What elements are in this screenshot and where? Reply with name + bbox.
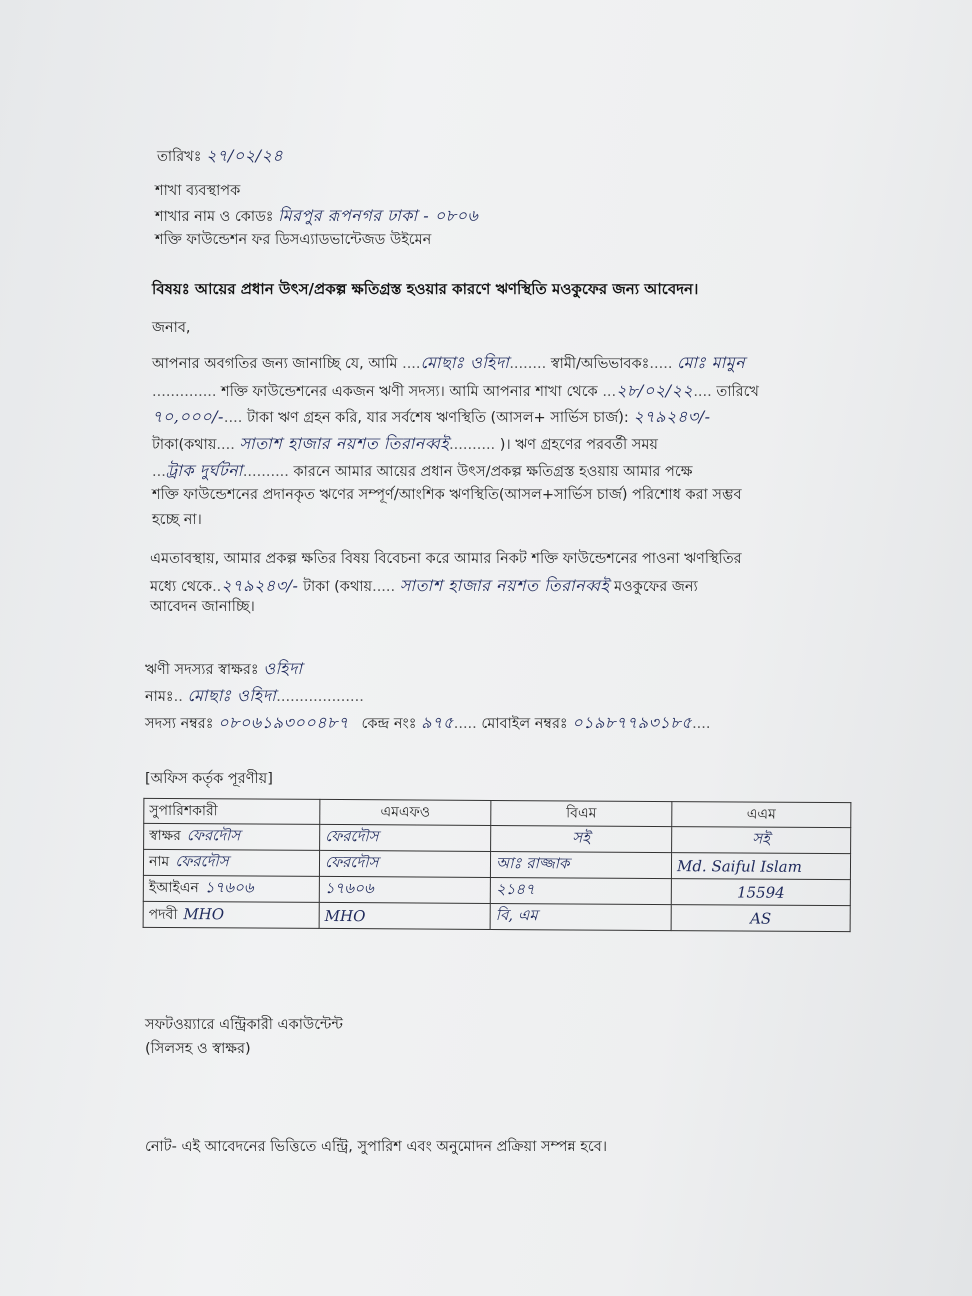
name-cell: Md. Saiful Islam — [671, 853, 850, 880]
body-line-1: আপনার অবগতির জন্য জানাচ্ছি যে, আমি ....মোছাঃ ওহিদা........ স্বামী/অভিভাবকঃ..... মোঃ মামুন — [152, 353, 746, 372]
mobile-label: মোবাইল নম্বরঃ — [481, 716, 568, 732]
table-header-cell: এএম — [672, 802, 851, 828]
ein-cell: ১৭৬০৬ — [204, 878, 254, 897]
table-row-label-cell — [143, 901, 319, 928]
body-line-5: ...ট্রাক দুর্ঘটনা.......... কারনে আমার আয়ের প্রধান উৎস/প্রকল্প ক্ষতিগ্রস্ত হওয়ায় আমার পক্ষে — [152, 461, 693, 480]
body-text: মধ্যে থেকে — [150, 579, 213, 595]
member-signature-line — [145, 656, 303, 683]
office-use-label: [অফিস কর্তৃক পূরণীয়] — [145, 771, 273, 787]
waive-words-fill: সাতাশ হাজার নয়শত তিরানব্বই — [399, 576, 610, 595]
table-header-cell: বিএম — [491, 800, 672, 826]
table-row — [143, 901, 850, 931]
accountant-line-1: সফটওয়্যারে এন্ট্রিকারী একাউন্টেন্ট — [145, 1017, 343, 1033]
member-name-line: নামঃ.. মোছাঃ ওহিদা................... — [145, 686, 364, 705]
table-row-label-cell — [143, 875, 319, 902]
center-value: ৯৭৫ — [421, 713, 454, 732]
body-line-7: হচ্ছে না। — [152, 512, 202, 528]
body-line-2: .............. শক্তি ফাউন্ডেশনের একজন ঋণী সদস্য। আমি আপনার শাখা থেকে ...২৮/০২/২২.... তারিখে — [152, 381, 759, 400]
footer-note: নোট- এই আবেদনের ভিত্তিতে এন্ট্রি, সুপারিশ এবং অনুমোদন প্রক্রিয়া সম্পন্ন হবে। — [145, 1139, 608, 1155]
body-text: স্বামী/অভিভাবকঃ — [550, 356, 650, 372]
body-text: টাকা(কথায় — [152, 437, 217, 453]
name-cell: ফেরদৌস — [175, 852, 229, 871]
date-label: তারিখঃ — [157, 149, 202, 165]
member-id-value: ০৮০৬১৯৩০০৪৮৭ — [218, 713, 349, 732]
branch-label: শাখার নাম ও কোডঃ — [155, 209, 274, 225]
recipient-line-1: শাখা ব্যবস্থাপক — [155, 183, 241, 199]
guardian-name-fill: মোঃ মামুন — [677, 353, 746, 372]
member-name-value: মোছাঃ ওহিদা — [187, 686, 277, 705]
body-text: তারিখে — [716, 384, 759, 400]
body-line-3: ৭০,০০০/-.... টাকা ঋণ গ্রহন করি, যার সর্বশেষ ঋণস্থিতি (আসল+ সার্ভিস চার্জ): ২৭৯২৪৩/- — [152, 407, 711, 426]
loan-date-fill: ২৮/০২/২২ — [616, 381, 694, 400]
body-text: মওকুফের জন্য — [613, 579, 698, 595]
table-row — [143, 875, 850, 905]
name-cell: আঃ রাজ্জাক — [490, 851, 671, 878]
date-value: ২৭/০২/২৪ — [206, 146, 284, 165]
designation-cell: বি, এম — [490, 903, 671, 930]
branch-value: মিরপুর রূপনগর ঢাকা - ০৮০৬ — [278, 206, 479, 225]
recipient-line-3: শক্তি ফাউন্ডেশন ফর ডিসএ্যাডভান্টেজড উইমেন — [155, 232, 432, 248]
body-line-9: মধ্যে থেকে..২৭৯২৪৩/- টাকা (কথায়..... সাতাশ হাজার নয়শত তিরানব্বই মওকুফের জন্য — [150, 576, 698, 595]
ein-cell: ২১৪৭ — [490, 877, 671, 904]
waive-amount-fill: ২৭৯২৪৩/- — [221, 576, 299, 595]
body-text: টাকা ঋণ গ্রহন করি, যার সর্বশেষ ঋণস্থিতি (আসল+ সার্ভিস চার্জ): — [246, 410, 629, 426]
member-signature: ওহিদা — [263, 659, 303, 678]
row-label: স্বাক্ষর — [149, 827, 181, 845]
signature-cell: ফেরদৌস — [186, 826, 241, 845]
designation-cell: MHO — [319, 902, 490, 929]
table-header-cell: সুপারিশকারী — [144, 798, 320, 824]
mobile-value: ০১৯৮৭৭৯৩১৮৫ — [572, 713, 693, 732]
body-text: )। ঋণ গ্রহণের পরবর্তী সময় — [499, 437, 658, 453]
date-line — [157, 143, 283, 170]
body-text: আপনার অবগতির জন্য জানাচ্ছি যে, আমি — [152, 356, 398, 372]
loan-amount-fill: ৭০,০০০/- — [152, 407, 224, 426]
body-text: শক্তি ফাউন্ডেশনের একজন ঋণী সদস্য। আমি আপনার শাখা থেকে — [221, 384, 598, 400]
table-row-label-cell — [144, 823, 320, 850]
table-header-cell: এমএফও — [320, 799, 491, 825]
member-name-label: নামঃ — [145, 689, 174, 705]
member-id-line: সদস্য নম্বরঃ ০৮০৬১৯৩০০৪৮৭ কেন্দ্র নংঃ ৯৭৫..... মোবাইল নম্বরঃ ০১৯৮৭৭৯৩১৮৫.... — [145, 713, 711, 732]
member-signature-label: ঋণী সদস্যর স্বাক্ষরঃ — [145, 662, 259, 678]
designation-cell: MHO — [183, 904, 225, 923]
balance-words-fill: সাতাশ হাজার নয়শত তিরানব্বই — [239, 434, 450, 453]
body-text: কারনে আমার আয়ের প্রধান উৎস/প্রকল্প ক্ষতিগ্রস্ত হওয়ায় আমার পক্ষে — [293, 464, 693, 480]
row-label: নাম — [148, 853, 170, 870]
salutation: জনাব, — [152, 320, 191, 336]
body-line-4: টাকা(কথায়.... সাতাশ হাজার নয়শত তিরানব্বই.......... )। ঋণ গ্রহণের পরবর্তী সময় — [152, 434, 658, 453]
row-label: ইআইএন — [148, 879, 199, 897]
body-line-10: আবেদন জানাচ্ছি। — [150, 599, 255, 615]
row-label: পদবী — [148, 906, 178, 923]
member-id-label: সদস্য নম্বরঃ — [145, 716, 214, 732]
body-line-6: শক্তি ফাউন্ডেশনের প্রদানকৃত ঋণের সম্পূর্ণ/আংশিক ঋণস্থিতি(আসল+সার্ভিস চার্জ) পরিশোধ করা সম্ভব — [152, 487, 742, 503]
body-text: টাকা (কথায় — [303, 579, 373, 595]
signature-cell: সই — [491, 825, 672, 852]
branch-line — [155, 203, 478, 230]
designation-cell: AS — [671, 905, 850, 932]
signature-cell: সই — [672, 827, 851, 854]
table-row-label-cell — [143, 849, 319, 876]
ein-cell: ১৭৬০৬ — [319, 876, 490, 903]
applicant-name-fill: মোছাঃ ওহিদা — [420, 353, 510, 372]
body-line-8: এমতাবস্থায়, আমার প্রকল্প ক্ষতির বিষয় বিবেচনা করে আমার নিকট শক্তি ফাউন্ডেশনের পাওনা ঋণস্থিতির — [150, 551, 742, 567]
reason-fill: ট্রাক দুর্ঘটনা — [165, 461, 243, 480]
accountant-line-2: (সিলসহ ও স্বাক্ষর) — [145, 1041, 251, 1057]
ein-cell: 15594 — [671, 879, 850, 906]
subject: বিষয়ঃ আয়ের প্রধান উৎস/প্রকল্প ক্ষতিগ্রস্ত হওয়ার কারণে ঋণস্থিতি মওকুফের জন্য আবেদন। — [152, 280, 699, 298]
center-label: কেন্দ্র নংঃ — [361, 716, 417, 732]
signature-cell: ফেরদৌস — [320, 824, 491, 851]
balance-fill: ২৭৯২৪৩/- — [633, 407, 711, 426]
name-cell: ফেরদৌস — [319, 850, 490, 877]
office-approval-table — [143, 798, 852, 932]
